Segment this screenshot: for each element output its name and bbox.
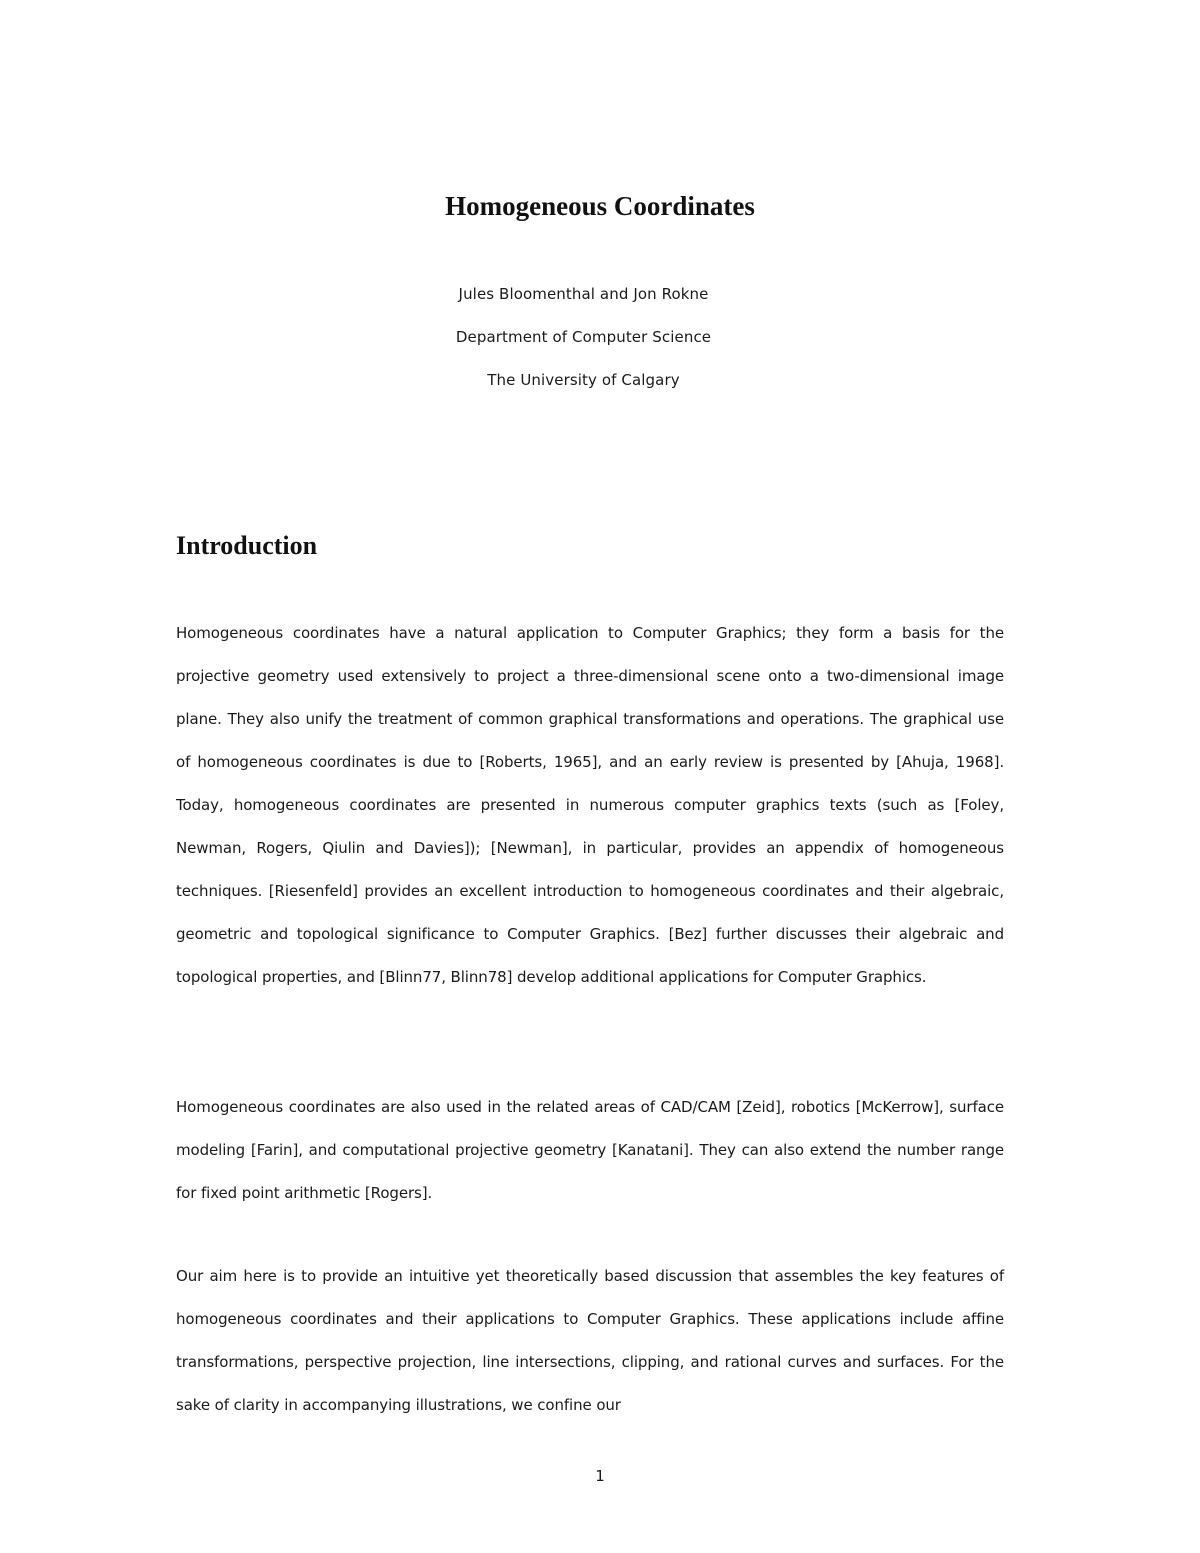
page-number: 1	[595, 1467, 605, 1485]
section-heading-introduction: Introduction	[176, 531, 318, 560]
paragraph-1: Homogeneous coordinates have a natural application to Computer Graphics; they form a basis for the projective geometry used extensively to project a three-dimensional scene onto a two-dimensional image plane. They also unify the treatment of common graphical transformations and operations. The graphical use of homogeneous coordinates is due to [Roberts, 1965], and an early review is presented by [Ahuja, 1968]. Today, homogeneous coordinates are presented in numerous computer graphics texts (such as [Foley, Newman, Rogers, Qiulin and Davies]); [Newman], in particular, provides an appendix of homogeneous techniques. [Riesenfeld] provides an excellent introduction to homogeneous coordinates and their algebraic, geometric and topological significance to Computer Graphics. [Bez] further discusses their algebraic and topological properties, and [Blinn77, Blinn78] develop additional applications for Computer Graphics.	[176, 624, 1004, 986]
document-title: Homogeneous Coordinates	[445, 191, 755, 221]
university-line: The University of Calgary	[487, 371, 680, 389]
paragraph-3: Our aim here is to provide an intuitive yet theoretically based discussion that assembles the key features of homogeneous coordinates and their applications to Computer Graphics. These applications include affine transformations, perspective projection, line intersections, clipping, and rational curves and surfaces. For the sake of clarity in accompanying illustrations, we confine our	[176, 1267, 1004, 1414]
department-line: Department of Computer Science	[455, 328, 712, 346]
author-line: Jules Bloomenthal and Jon Rokne	[458, 285, 709, 303]
paragraph-2: Homogeneous coordinates are also used in the related areas of CAD/CAM [Zeid], robotics [McKerrow], surface modeling [Farin], and computational projective geometry [Kanatani]. They can also extend the number range for fixed point arithmetic [Rogers].	[176, 1098, 1004, 1202]
